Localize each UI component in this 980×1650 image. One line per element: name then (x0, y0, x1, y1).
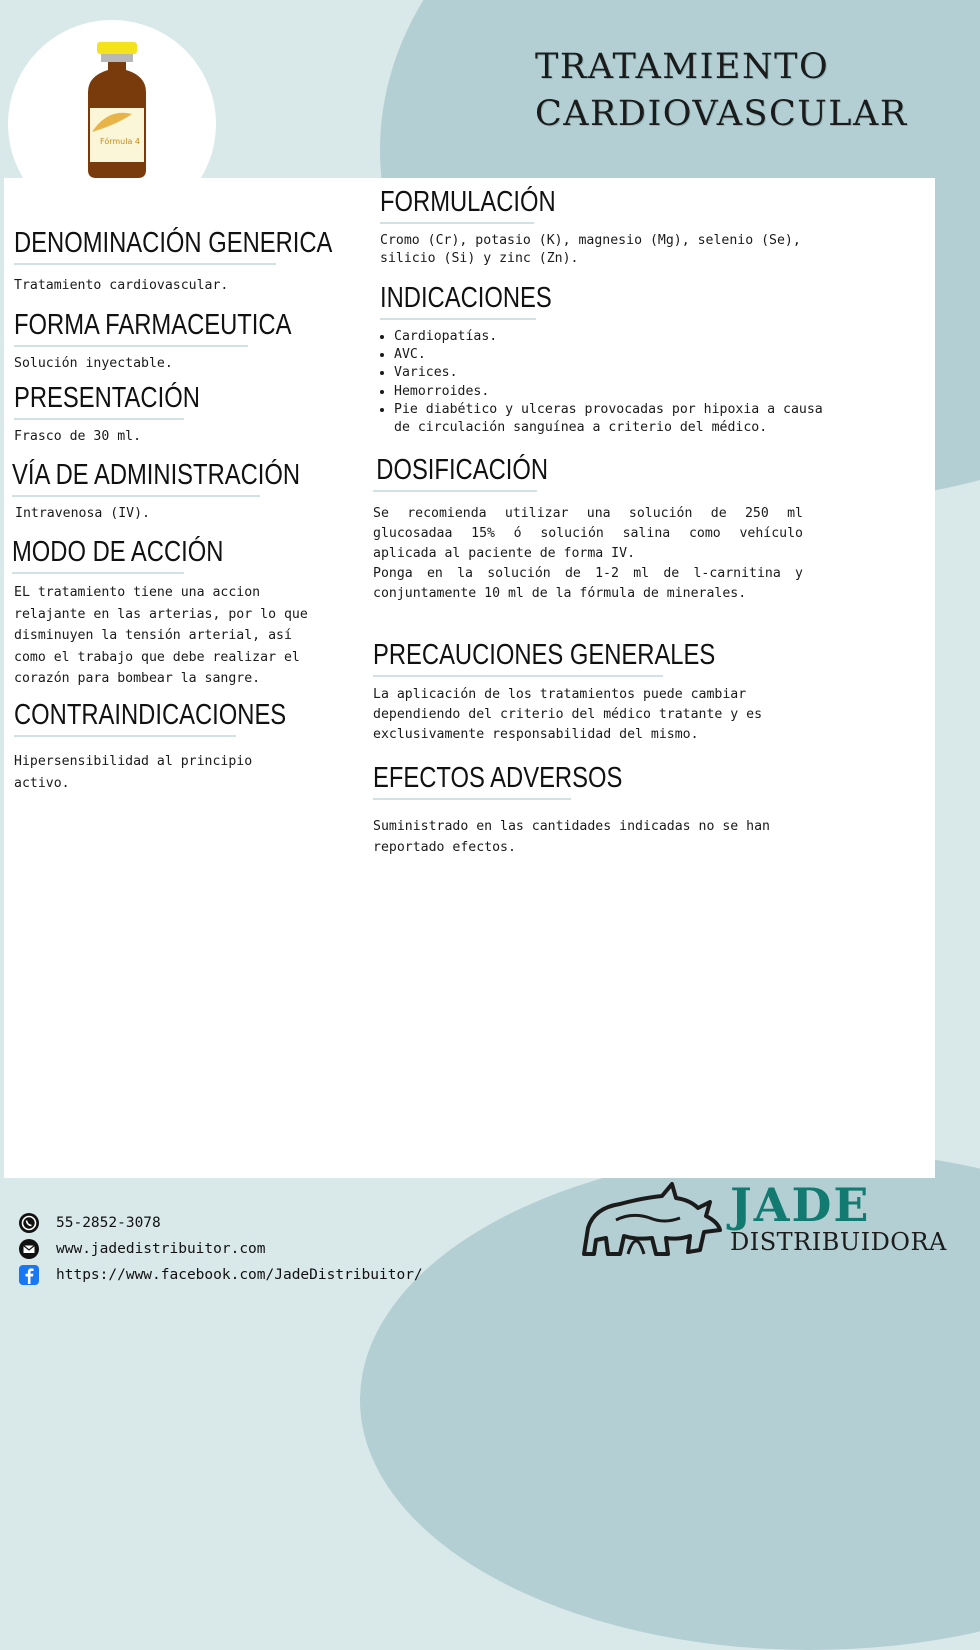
section-denominacion (14, 226, 333, 297)
section-formulacion (380, 185, 810, 268)
section-heading: CONTRAINDICACIONES (14, 699, 287, 731)
list-item: • Hemorroides. (394, 383, 830, 401)
footer-contacts (18, 1210, 423, 1288)
section-heading: PRESENTACIÓN (14, 382, 200, 414)
heading-divider (14, 418, 184, 420)
section-text: Intravenosa (IV). (15, 506, 150, 521)
heading-divider (14, 735, 236, 737)
indicaciones-list (380, 328, 830, 437)
section-text: Cromo (Cr), potasio (K), magnesio (Mg), selenio (Se), silicio (Si) y zinc (Zn). (380, 233, 801, 267)
logo-subtitle: DISTRIBUIDORA (730, 1228, 947, 1256)
section-heading: INDICACIONES (380, 282, 552, 314)
heading-divider (373, 490, 537, 492)
heading-divider (373, 675, 663, 677)
phone-number: 55-2852-3078 (56, 1215, 161, 1231)
section-text: Hipersensibilidad al principio activo. (14, 754, 253, 791)
page-title-line1: TRATAMIENTO (535, 47, 830, 87)
heading-divider (12, 495, 260, 497)
section-text: Tratamiento cardiovascular. (14, 278, 229, 293)
section-forma-farmaceutica (14, 308, 292, 375)
contact-phone[interactable] (18, 1210, 423, 1236)
section-text: La aplicación de los tratamientos puede cambiar dependiendo del criterio del médico tratante y es exclusivamente responsabilidad del mismo. (373, 687, 763, 742)
section-heading: PRECAUCIONES GENERALES (373, 639, 716, 671)
heading-divider (14, 345, 248, 347)
dosificacion-paragraph-1: Se recomienda utilizar una solución de 250 ml glucosadaa 15% ó solución salina como vehículo aplicada al paciente de forma IV. (373, 506, 803, 561)
heading-divider (380, 222, 534, 224)
list-item: • Varices. (394, 364, 830, 382)
website-link[interactable]: www.jadedistribuitor.com (56, 1241, 266, 1257)
list-item: • AVC. (394, 346, 830, 364)
section-heading: FORMA FARMACEUTICA (14, 309, 292, 341)
page-title-line2: CARDIOVASCULAR (535, 94, 908, 134)
vial-neck (101, 54, 133, 62)
contact-facebook[interactable] (18, 1262, 423, 1288)
section-indicaciones (380, 281, 830, 437)
heading-divider (380, 318, 536, 320)
section-text: Frasco de 30 ml. (14, 429, 142, 444)
section-text: Suministrado en las cantidades indicadas no se han reportado efectos. (373, 819, 770, 855)
page-title (535, 44, 955, 138)
heading-divider (373, 798, 571, 800)
section-heading: DOSIFICACIÓN (376, 454, 549, 486)
vial-label-text: Fórmula 4 (100, 137, 140, 146)
rhino-icon (580, 1180, 725, 1260)
whatsapp-icon (18, 1212, 40, 1234)
heading-divider (12, 572, 184, 574)
section-efectos-adversos (373, 761, 773, 858)
section-dosificacion (373, 453, 803, 604)
section-presentacion (14, 381, 200, 448)
section-via-administracion (12, 458, 301, 525)
facebook-link[interactable]: https://www.facebook.com/JadeDistribuitor/ (56, 1267, 423, 1283)
vial-cap (97, 42, 137, 54)
heading-divider (14, 263, 276, 265)
section-precauciones (373, 638, 773, 745)
dosificacion-paragraph-2: Ponga en la solución de 1-2 ml de l-carnitina y conjuntamente 10 ml de la fórmula de minerales. (373, 566, 803, 601)
email-icon (18, 1238, 40, 1260)
section-text: Solución inyectable. (14, 356, 173, 371)
logo-brand: JADE (730, 1178, 871, 1232)
section-heading: VÍA DE ADMINISTRACIÓN (12, 459, 301, 491)
section-heading: MODO DE ACCIÓN (12, 536, 224, 568)
list-item: • Pie diabético y ulceras provocadas por hipoxia a causa de circulación sanguínea a criterio del médico. (394, 401, 830, 437)
section-heading: FORMULACIÓN (380, 186, 556, 218)
section-text: EL tratamiento tiene una accion relajante en las arterias, por lo que disminuyen la tensión arterial, así como el trabajo que debe realizar el corazón para bombear la sangre. (14, 585, 308, 686)
section-modo-accion (12, 535, 328, 690)
section-heading: EFECTOS ADVERSOS (373, 762, 623, 794)
facebook-icon (18, 1264, 40, 1286)
section-contraindicaciones (14, 698, 287, 794)
list-item: • Cardiopatías. (394, 328, 830, 346)
jade-distribuidora-logo (580, 1180, 960, 1265)
section-heading: DENOMINACIÓN GENERICA (14, 227, 333, 259)
contact-website[interactable] (18, 1236, 423, 1262)
